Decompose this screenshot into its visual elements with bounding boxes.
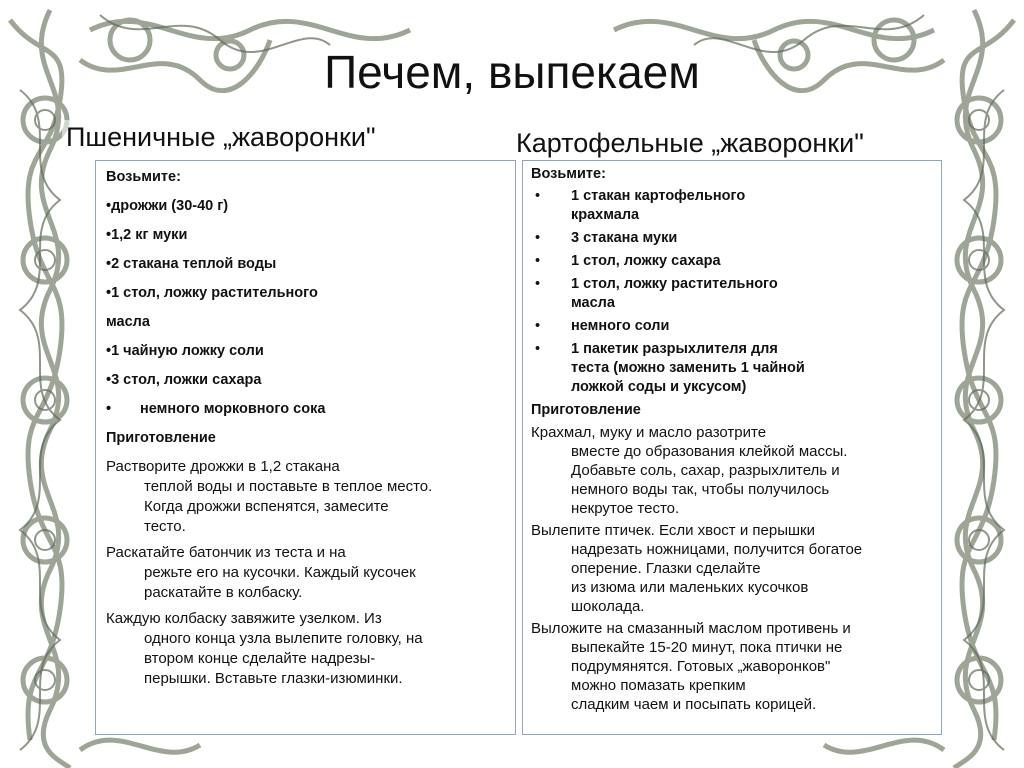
- ingredient-line: 1 пакетик разрыхлителя для: [571, 341, 778, 357]
- bullet: •: [535, 318, 541, 334]
- ingredient-item: •1 стол, ложку растительного: [106, 285, 318, 301]
- step-line: тесто.: [144, 518, 186, 535]
- method-step: [531, 619, 933, 714]
- left-column-heading: Пшеничные „жаворонки": [62, 120, 380, 154]
- step-line: Растворите дрожжи в 1,2 стакана: [106, 458, 340, 475]
- ingredient-item: •3 стол, ложки сахара: [106, 372, 262, 388]
- step-line: одного конца узла вылепите головку, на: [144, 630, 423, 647]
- step-line: Раскатайте батончик из теста и на: [106, 544, 346, 561]
- ingredient-item: [531, 252, 933, 271]
- wheat-larks-recipe-panel: [95, 160, 516, 735]
- method-step: [106, 609, 505, 689]
- step-line: Крахмал, муку и масло разотрите: [531, 424, 767, 441]
- step-line: Когда дрожжи вспенятся, замесите: [144, 498, 389, 515]
- ingredient-item: •2 стакана теплой воды: [106, 256, 277, 272]
- ingredient-line: ложкой соды и уксусом): [571, 379, 747, 395]
- right-column-heading: Картофельные „жаворонки": [512, 126, 868, 160]
- ingredient-list: [531, 187, 933, 397]
- method-label: Приготовление: [531, 402, 641, 418]
- slide-title: Печем, выпекаем: [324, 46, 700, 98]
- ingredient-line: масла: [571, 295, 615, 311]
- ingredient-item: [531, 340, 933, 397]
- step-line: некрутое тесто.: [571, 500, 680, 517]
- step-line: можно помазать крепким: [571, 677, 746, 694]
- step-line: немного воды так, чтобы получилось: [571, 481, 830, 498]
- ingredient-line: немного соли: [571, 318, 670, 334]
- ingredient-item: [531, 229, 933, 248]
- method-step: [531, 423, 933, 518]
- step-line: сладким чаем и посыпать корицей.: [571, 696, 817, 713]
- ingredient-item: [531, 275, 933, 313]
- step-line: выпекайте 15-20 минут, пока птички не: [571, 639, 843, 656]
- ingredient-line: 1 стакан картофельного: [571, 188, 746, 204]
- step-line: Вылепите птичек. Если хвост и перышки: [531, 522, 815, 539]
- bullet: •: [535, 230, 541, 246]
- potato-larks-recipe-panel: [522, 160, 942, 735]
- ingredient-item: [531, 317, 933, 336]
- step-line: режьте его на кусочки. Каждый кусочек: [144, 564, 416, 581]
- step-line: Выложите на смазанный маслом противень и: [531, 620, 851, 637]
- bullet: •: [535, 276, 541, 292]
- ingredient-line: крахмала: [571, 207, 640, 223]
- ingredient-item: •1 чайную ложку соли: [106, 343, 264, 359]
- step-line: оперение. Глазки сделайте: [571, 560, 761, 577]
- step-line: втором конце сделайте надрезы-: [144, 650, 376, 667]
- step-line: теплой воды и поставьте в теплое место.: [144, 478, 433, 495]
- step-line: перышки. Вставьте глазки-изюминки.: [144, 670, 403, 687]
- ingredients-label: Возьмите:: [531, 166, 606, 182]
- ingredient-line: 3 стакана муки: [571, 230, 678, 246]
- ingredient-item: •1,2 кг муки: [106, 227, 188, 243]
- step-line: из изюма или маленьких кусочков: [571, 579, 809, 596]
- method-step: [106, 543, 505, 603]
- bullet: •: [535, 188, 541, 204]
- method-step: [531, 521, 933, 616]
- step-line: Добавьте соль, сахар, разрыхлитель и: [571, 462, 840, 479]
- step-line: вместе до образования клейкой массы.: [571, 443, 848, 460]
- ingredient-line: теста (можно заменить 1 чайной: [571, 360, 805, 376]
- bullet: •: [535, 341, 541, 357]
- ingredient-item: •дрожжи (30-40 г): [106, 198, 229, 214]
- ingredient-text: немного морковного сока: [140, 401, 326, 417]
- ingredient-item: [531, 187, 933, 225]
- ingredients-label: Возьмите:: [106, 169, 181, 185]
- bullet: •: [106, 401, 112, 417]
- step-line: Каждую колбаску завяжите узелком. Из: [106, 610, 382, 627]
- step-line: шоколада.: [571, 598, 645, 615]
- ingredient-line: 1 стол, ложку сахара: [571, 253, 721, 269]
- step-line: подрумянятся. Готовых „жаворонков": [571, 658, 831, 675]
- method-label: Приготовление: [106, 430, 216, 446]
- ingredient-line: 1 стол, ложку растительного: [571, 276, 778, 292]
- step-line: надрезать ножницами, получится богатое: [571, 541, 863, 558]
- ingredient-item: [106, 399, 505, 419]
- bullet: •: [535, 253, 541, 269]
- ingredient-item: масла: [106, 314, 150, 330]
- step-line: раскатайте в колбаску.: [144, 584, 303, 601]
- method-step: [106, 457, 505, 537]
